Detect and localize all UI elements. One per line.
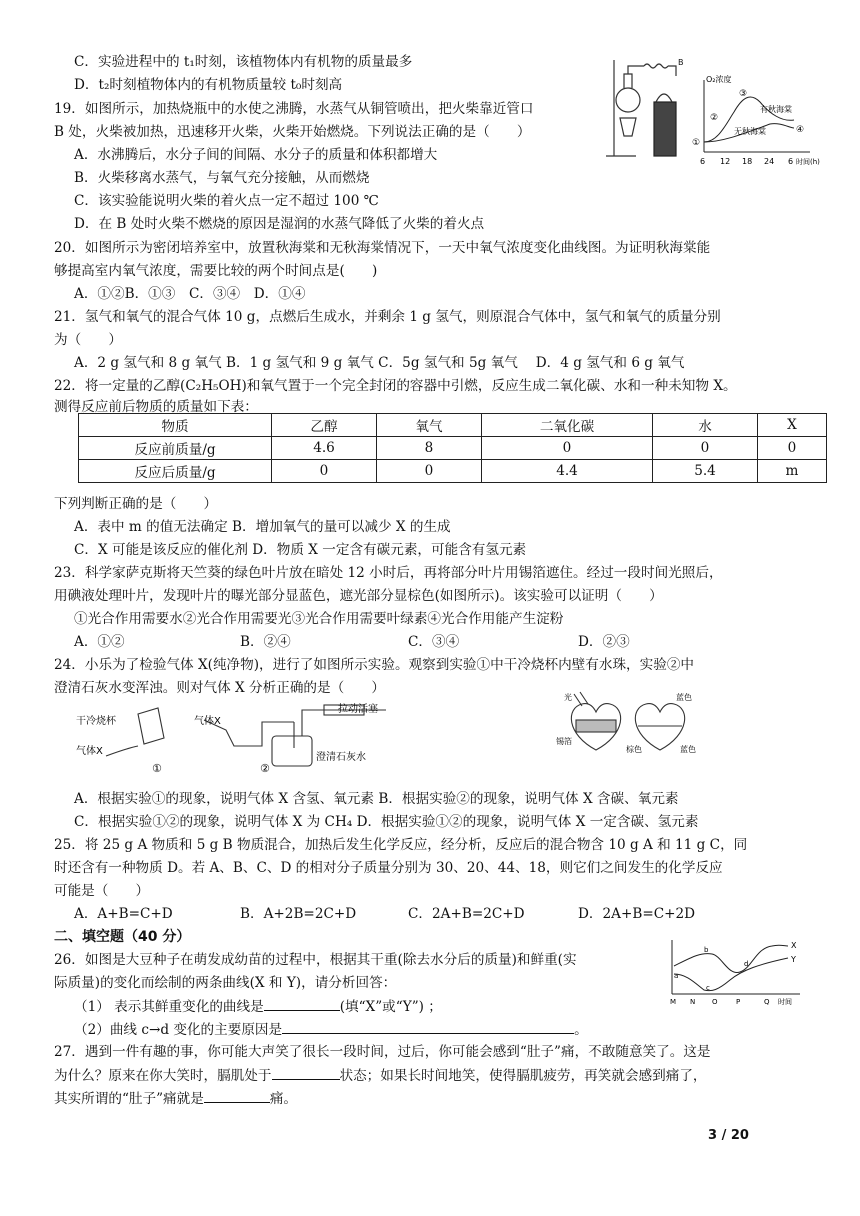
q27-stem-3 bbox=[54, 1088, 297, 1109]
y-axis-label: O₂浓度 bbox=[706, 75, 732, 84]
label-b: B bbox=[678, 58, 684, 67]
q23-option-c: C．③④ bbox=[408, 634, 460, 650]
q20-options: A．①②B．①③ C．③④ D．①④ bbox=[74, 286, 306, 302]
q27-text-c: 其实所谓的“肚子”痛就是 bbox=[54, 1091, 204, 1107]
x-axis-label: 时间 bbox=[778, 998, 792, 1006]
q23-statements: ①光合作用需要水②光合作用需要光③光合作用需要叶绿素④光合作用能产生淀粉 bbox=[74, 611, 564, 627]
q19-option-d: D．在 B 处时火柴不燃烧的原因是湿润的水蒸气降低了火柴的着火点 bbox=[74, 216, 485, 232]
q26-part-2 bbox=[74, 1019, 588, 1040]
q25-stem-1: 25．将 25 g A 物质和 5 g B 物质混合，加热后发生化学反应，经分析，反应后的混合物含 10 g A 和 11 g C，同 bbox=[54, 837, 748, 853]
table-cell: 反应前质量/g bbox=[79, 437, 272, 460]
table-cell: 4.6 bbox=[272, 437, 377, 460]
flask bbox=[616, 88, 640, 112]
q25-option-b: B．A+2B=2C+D bbox=[240, 906, 357, 922]
section-heading: 二、填空题（40 分） bbox=[54, 929, 191, 945]
point-label: ① bbox=[692, 138, 701, 148]
table-cell: 0 bbox=[653, 437, 758, 460]
q26-part-2-end: 。 bbox=[574, 1022, 588, 1038]
table-header-cell: 水 bbox=[653, 414, 758, 437]
limewater-label: 澄清石灰水 bbox=[316, 752, 366, 763]
limewater-bottle bbox=[272, 736, 312, 766]
q26-stem-2: 际质量)的变化而绘制的两条曲线(X 和 Y)，请分析回答： bbox=[54, 975, 397, 991]
gas-test-figure bbox=[76, 700, 406, 780]
leaf-2 bbox=[635, 704, 684, 750]
table-header-cell: 物质 bbox=[79, 414, 272, 437]
q22-stem-1: 22．将一定量的乙醇(C₂H₅OH)和氧气置于一个完全封闭的容器中引燃，反应生成二氧化碳、水和一种未知物 X。 bbox=[54, 378, 737, 394]
point-label: ② bbox=[710, 113, 719, 123]
q23-stem-2: 用碘液处理叶片，发现叶片的曝光部分显蓝色，遮光部分显棕色(如图所示)。该实验可以证明（ ） bbox=[54, 588, 663, 604]
q23-option-b: B．②④ bbox=[240, 634, 291, 650]
q22-mass-table bbox=[78, 413, 827, 483]
q20-stem-1: 20．如图所示为密闭培养室中，放置秋海棠和无秋海棠情况下，一天中氧气浓度变化曲线图。为证明秋海棠能 bbox=[54, 240, 711, 256]
q19-option-a: A．水沸腾后，水分子间的间隔、水分子的质量和体积都增大 bbox=[74, 147, 438, 163]
x-tick-label: O bbox=[712, 998, 718, 1006]
burner bbox=[620, 118, 636, 136]
q19-option-c: C．该实验能说明火柴的着火点一定不超过 100 ℃ bbox=[74, 193, 379, 209]
series-label-1: 有秋海棠 bbox=[760, 105, 792, 114]
page-number: 3 / 20 bbox=[708, 1128, 749, 1143]
table-row bbox=[79, 460, 827, 483]
q18-option-d: D．t₂时刻植物体内的有机物质量较 t₀时刻高 bbox=[74, 77, 343, 93]
holder-block bbox=[654, 102, 676, 156]
table-row bbox=[79, 437, 827, 460]
piston-label: 拉动活塞 bbox=[338, 704, 378, 715]
table-cell: 0 bbox=[377, 460, 482, 483]
q25-option-d: D．2A+B=C+2D bbox=[578, 906, 696, 922]
q18-option-c: C．实验进程中的 t₁时刻，该植物体内有机物的质量最多 bbox=[74, 54, 413, 70]
table-header-cell: X bbox=[758, 414, 827, 437]
table-cell: 0 bbox=[272, 460, 377, 483]
x-tick-label: 6 bbox=[700, 157, 706, 166]
gas-label-2: 气体X bbox=[194, 716, 221, 727]
table-header-cell: 乙醇 bbox=[272, 414, 377, 437]
x-tick-label: Q bbox=[764, 998, 770, 1006]
answer-blank[interactable] bbox=[264, 996, 340, 1011]
answer-blank[interactable] bbox=[282, 1019, 574, 1034]
q27-text-b: 状态；如果长时间地笑，使得膈肌疲劳，再笑就会感到痛了， bbox=[339, 1068, 707, 1084]
q26-part-2-text: （2）曲线 c→d 变化的主要原因是 bbox=[74, 1022, 283, 1038]
curve-y-label: Y bbox=[791, 955, 796, 964]
curve-point-label: b bbox=[704, 946, 709, 954]
gas-tube-1 bbox=[106, 746, 138, 756]
table-cell: m bbox=[758, 460, 827, 483]
table-cell: 反应后质量/g bbox=[79, 460, 272, 483]
table-cell: 8 bbox=[377, 437, 482, 460]
steam-apparatus-figure bbox=[604, 56, 686, 160]
q19-stem-2: B 处，火柴被加热，迅速移开火柴，火柴开始燃烧。下列说法正确的是（ ） bbox=[54, 124, 531, 140]
curve-x-label: X bbox=[791, 941, 797, 950]
q25-option-c: C．2A+B=2C+D bbox=[408, 906, 525, 922]
q23-option-a: A．①② bbox=[74, 634, 125, 650]
table-cell: 4.4 bbox=[482, 460, 653, 483]
q25-stem-2: 时还含有一种物质 D。若 A、B、C、D 的相对分子质量分别为 30、20、44、18，则它们之间发生的化学反应 bbox=[54, 860, 723, 876]
series-label-2: 无秋海棠 bbox=[734, 127, 766, 136]
seed-weight-figure bbox=[660, 934, 810, 1006]
q27-text-d: 痛。 bbox=[269, 1091, 298, 1107]
curve-point-label: c bbox=[706, 984, 710, 992]
table-cell: 0 bbox=[482, 437, 653, 460]
curve-point-label: a bbox=[674, 972, 679, 980]
q23-stem-1: 23．科学家萨克斯将天竺葵的绿色叶片放在暗处 12 小时后，再将部分叶片用锡箔遮住。经过一段时间光照后， bbox=[54, 565, 723, 581]
light-label: 光 bbox=[564, 693, 572, 702]
q23-option-d: D．②③ bbox=[578, 634, 630, 650]
q22-options-ab: A．表中 m 的值无法确定 B．增加氧气的量可以减少 X 的生成 bbox=[74, 519, 451, 535]
q26-part-1-hint: (填“X”或“Y”) ； bbox=[339, 999, 442, 1015]
q19-option-b: B．火柴移离水蒸气，与氧气充分接触，从而燃烧 bbox=[74, 170, 370, 186]
x-tick-label: M bbox=[670, 998, 677, 1006]
q19-stem-1: 19．如图所示，加热烧瓶中的水使之沸腾，水蒸气从铜管喷出，把火柴靠近管口 bbox=[54, 101, 534, 117]
table-cell: 5.4 bbox=[653, 460, 758, 483]
x-tick-label: 12 bbox=[720, 157, 731, 166]
q24-stem-1: 24．小乐为了检验气体 X(纯净物)，进行了如图所示实验。观察到实验①中干冷烧杯内壁有水珠，实验②中 bbox=[54, 657, 695, 673]
leaf-experiment-figure bbox=[556, 690, 712, 760]
q27-stem-2 bbox=[54, 1065, 707, 1086]
x-tick-label: N bbox=[690, 998, 696, 1006]
x-tick-label: 24 bbox=[764, 157, 775, 166]
gas-label-1: 气体X bbox=[76, 746, 103, 757]
experiment-1-label: ① bbox=[152, 762, 162, 775]
experiment-2-label: ② bbox=[260, 762, 270, 775]
q21-stem-2: 为（ ） bbox=[54, 332, 122, 348]
table-header-cell: 氧气 bbox=[377, 414, 482, 437]
brown-label: 棕色 bbox=[626, 745, 642, 754]
point-label: ③ bbox=[739, 89, 748, 99]
q26-stem-1: 26．如图是大豆种子在萌发成幼苗的过程中，根据其干重(除去水分后的质量)和鲜重(实 bbox=[54, 952, 577, 968]
q26-part-1 bbox=[74, 996, 442, 1017]
blue-label-top: 蓝色 bbox=[676, 693, 692, 702]
foil-label: 锡箔 bbox=[556, 737, 572, 746]
x-axis-label: 时间(h) bbox=[796, 158, 820, 166]
answer-blank[interactable] bbox=[272, 1065, 340, 1080]
blue-label-bottom: 蓝色 bbox=[680, 745, 696, 754]
q21-options: A．2 g 氢气和 8 g 氧气 B．1 g 氢气和 9 g 氧气 C．5g 氢气和 5g 氧气 D．4 g 氢气和 6 g 氧气 bbox=[74, 355, 685, 371]
curve-point-label: d bbox=[744, 960, 749, 968]
q22-prompt: 下列判断正确的是（ ） bbox=[54, 496, 218, 512]
q21-stem-1: 21．氢气和氧气的混合气体 10 g，点燃后生成水，并剩余 1 g 氢气，则原混合气体中，氢气和氧气的质量分别 bbox=[54, 309, 721, 325]
q24-options-ab: A．根据实验①的现象，说明气体 X 含氢、氧元素 B．根据实验②的现象，说明气体 X 含碳、氧元素 bbox=[74, 791, 679, 807]
q24-options-cd: C．根据实验①②的现象，说明气体 X 为 CH₄ D．根据实验①②的现象，说明气体 X 一定含碳、氢元素 bbox=[74, 814, 699, 830]
q22-options-cd: C．X 可能是该反应的催化剂 D．物质 X 一定含有碳元素，可能含有氢元素 bbox=[74, 542, 527, 558]
q24-stem-2: 澄清石灰水变浑浊。则对气体 X 分析正确的是（ ） bbox=[54, 680, 385, 696]
o2-concentration-chart bbox=[690, 72, 840, 168]
table-cell: 0 bbox=[758, 437, 827, 460]
foil-strip bbox=[576, 720, 616, 732]
q27-stem-1: 27．遇到一件有趣的事，你可能大声笑了很长一段时间，过后，你可能会感到“肚子”痛，不敢随意笑了。这是 bbox=[54, 1044, 711, 1060]
q25-option-a: A．A+B=C+D bbox=[74, 906, 173, 922]
curve-y bbox=[674, 958, 788, 991]
q20-stem-2: 够提高室内氧气浓度，需要比较的两个时间点是( ) bbox=[54, 263, 378, 279]
x-tick-label: P bbox=[736, 998, 741, 1006]
table-row bbox=[79, 414, 827, 437]
curve-x bbox=[674, 945, 788, 972]
point-label: ④ bbox=[796, 125, 805, 135]
table-header-cell: 二氧化碳 bbox=[482, 414, 653, 437]
cold-beaker bbox=[138, 708, 164, 744]
q27-text-a: 为什么？原来在你大笑时，膈肌处于 bbox=[54, 1068, 272, 1084]
copper-coil bbox=[644, 64, 668, 68]
beaker-label: 干冷烧杯 bbox=[76, 716, 116, 727]
x-tick-label: 18 bbox=[742, 157, 753, 166]
q25-stem-3: 可能是（ ） bbox=[54, 883, 150, 899]
x-tick-label: 6 bbox=[788, 157, 794, 166]
q26-part-1-text: （1） 表示其鲜重变化的曲线是 bbox=[74, 999, 264, 1015]
q22-stem-2: 测得反应前后物质的质量如下表： bbox=[54, 399, 258, 415]
answer-blank[interactable] bbox=[204, 1088, 270, 1103]
